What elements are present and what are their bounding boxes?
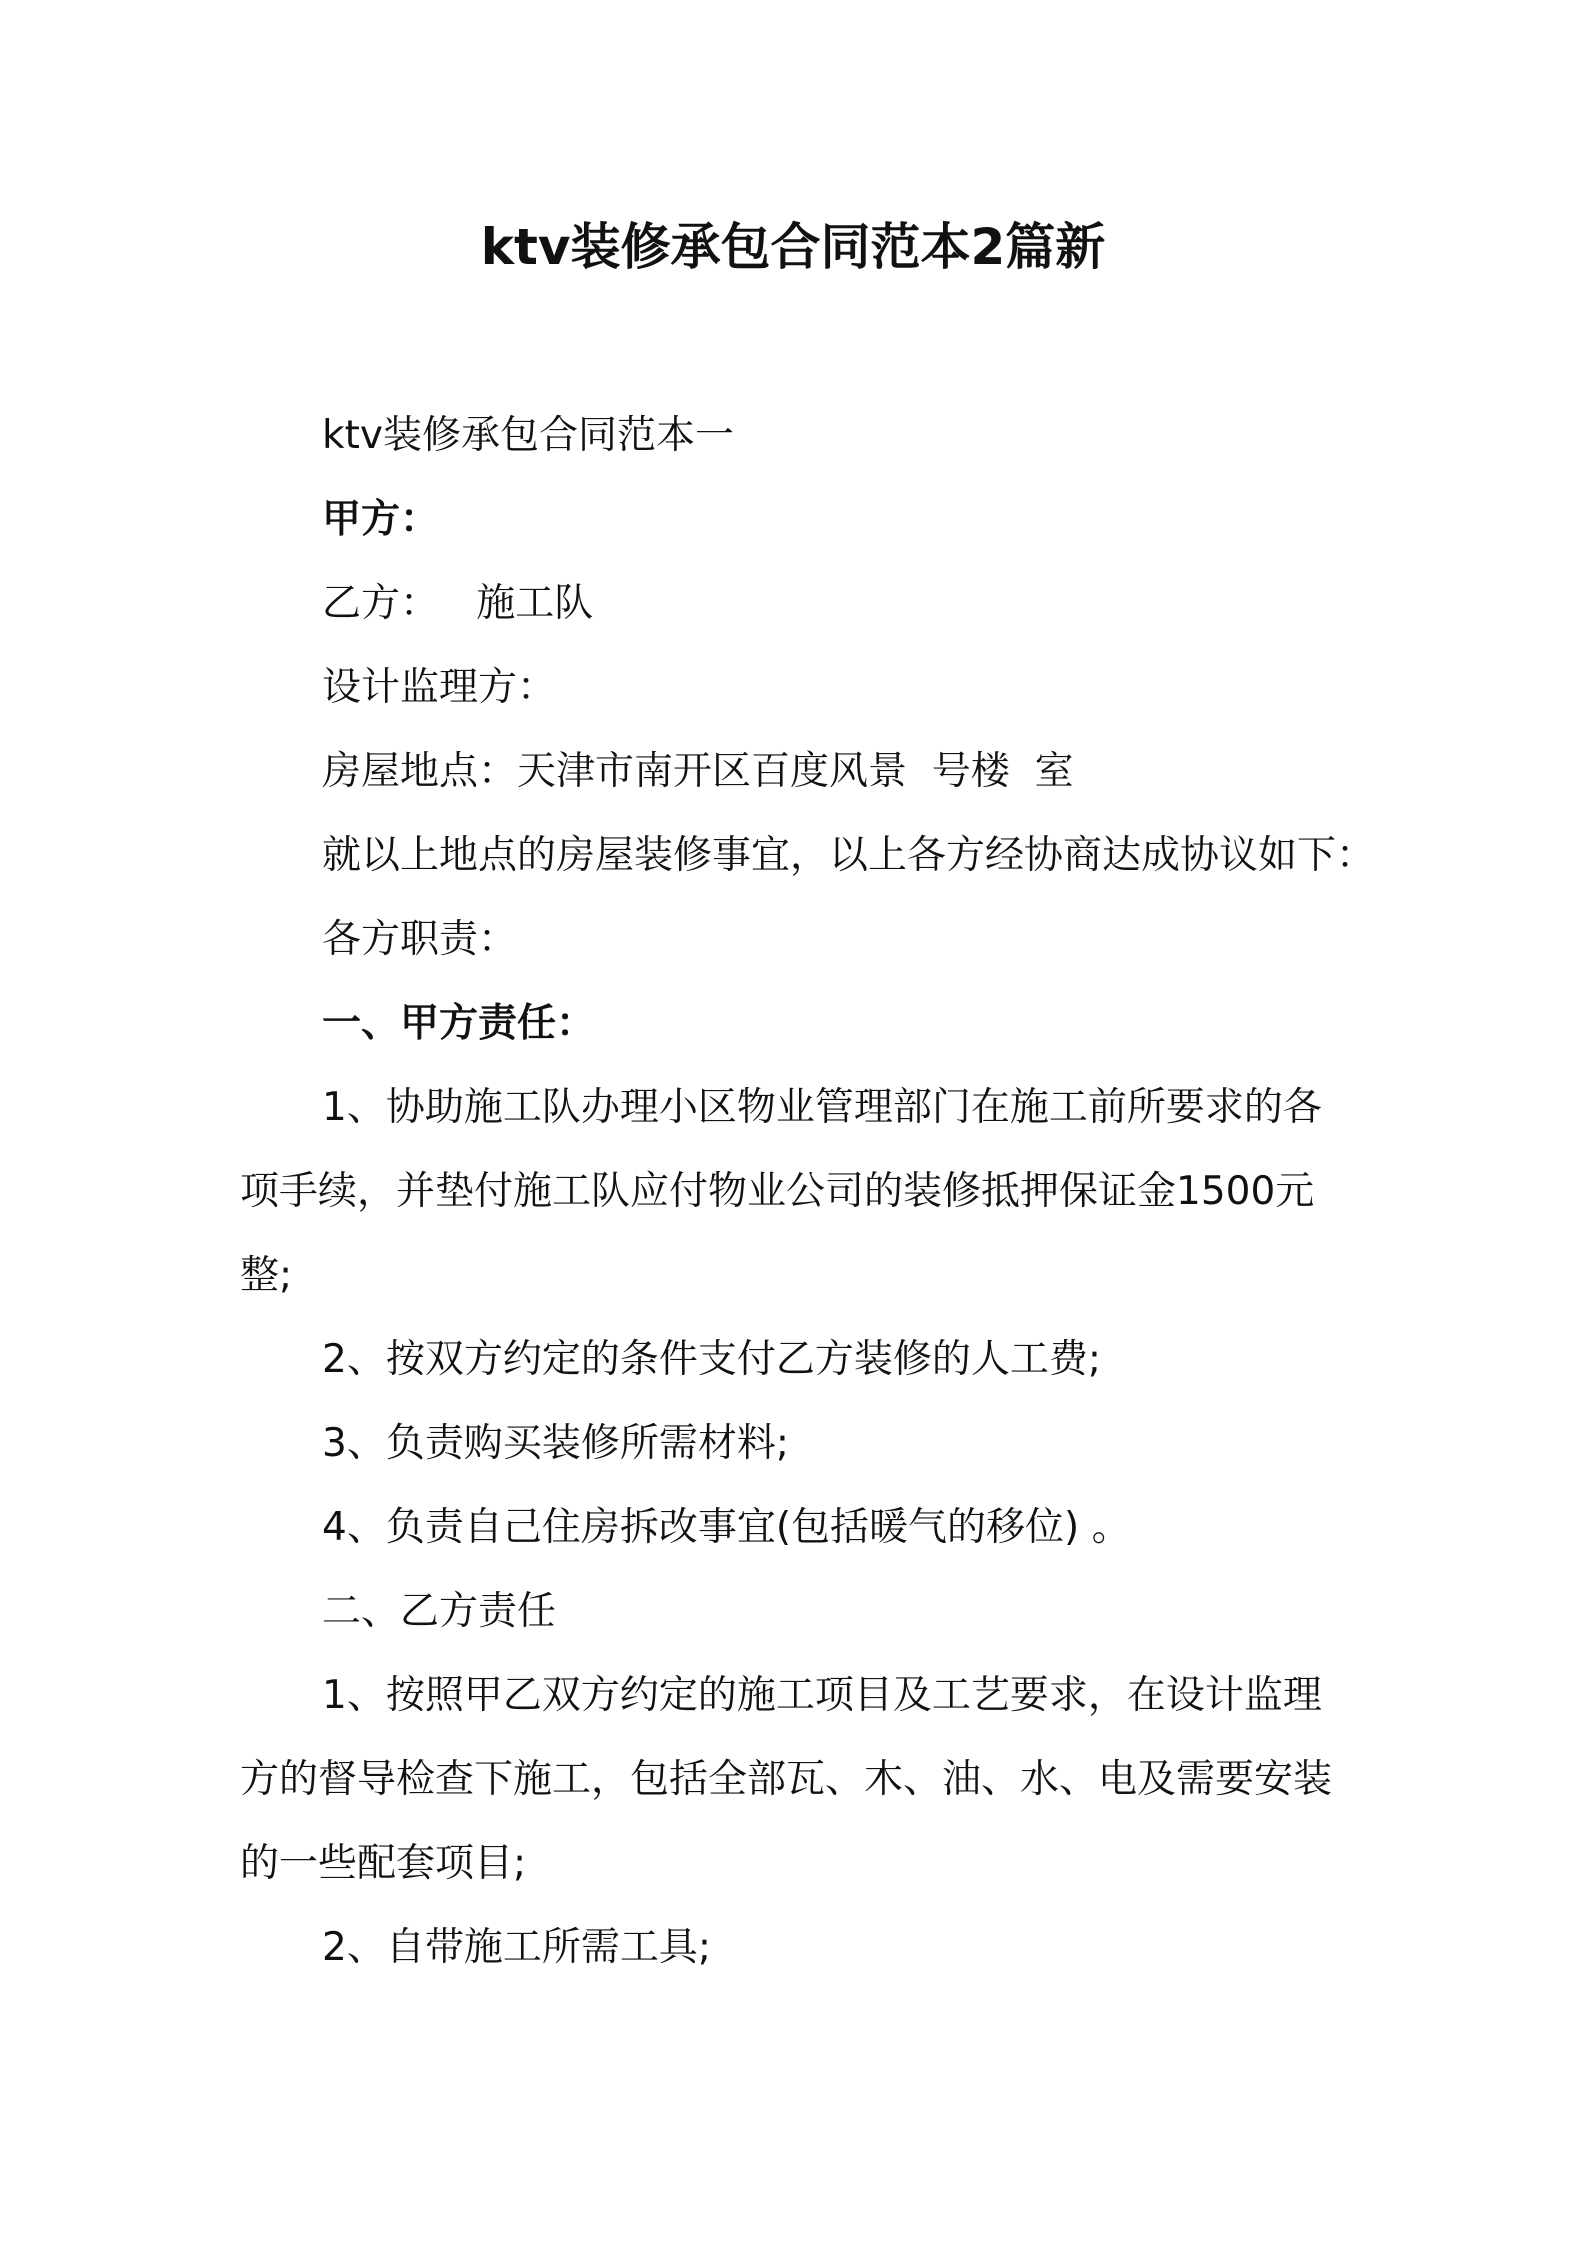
party-b-duty-2: 2、自带施工所需工具; xyxy=(322,1925,711,1970)
party-a-duties-heading: 一、甲方责任： xyxy=(322,1001,596,1046)
party-a-duty-2: 2、按双方约定的条件支付乙方装修的人工费; xyxy=(322,1337,1101,1382)
party-b-duty-1-line-1: 1、按照甲乙双方约定的施工项目及工艺要求，在设计监理 xyxy=(322,1673,1322,1718)
document-title: ktv装修承包合同范本2篇新 xyxy=(480,218,1106,276)
party-a-line: 甲方： xyxy=(322,497,440,542)
party-a-duty-4: 4、负责自己住房拆改事宜(包括暖气的移位) 。 xyxy=(322,1505,1131,1550)
party-b-duty-1-line-2: 方的督导检查下施工，包括全部瓦、木、油、水、电及需要安装 xyxy=(240,1757,1333,1802)
party-a-duty-1-line-3: 整; xyxy=(240,1253,293,1298)
duties-heading: 各方职责： xyxy=(322,917,518,962)
party-a-duty-1-line-1: 1、协助施工队办理小区物业管理部门在施工前所要求的各 xyxy=(322,1085,1322,1130)
agreement-intro-line: 就以上地点的房屋装修事宜，以上各方经协商达成协议如下： xyxy=(322,833,1376,878)
party-a-duty-1-line-2: 项手续，并垫付施工队应付物业公司的装修抵押保证金1500元 xyxy=(240,1169,1315,1214)
party-b-duties-heading: 二、乙方责任 xyxy=(322,1589,557,1634)
party-b-duty-1-line-3: 的一些配套项目; xyxy=(240,1841,527,1886)
subtitle-line: ktv装修承包合同范本一 xyxy=(322,413,734,458)
party-b-line: 乙方： 施工队 xyxy=(322,581,594,626)
supervisor-line: 设计监理方： xyxy=(322,665,557,710)
address-line: 房屋地点：天津市南开区百度风景 号楼 室 xyxy=(322,749,1074,794)
party-a-duty-3: 3、负责购买装修所需材料; xyxy=(322,1421,789,1466)
